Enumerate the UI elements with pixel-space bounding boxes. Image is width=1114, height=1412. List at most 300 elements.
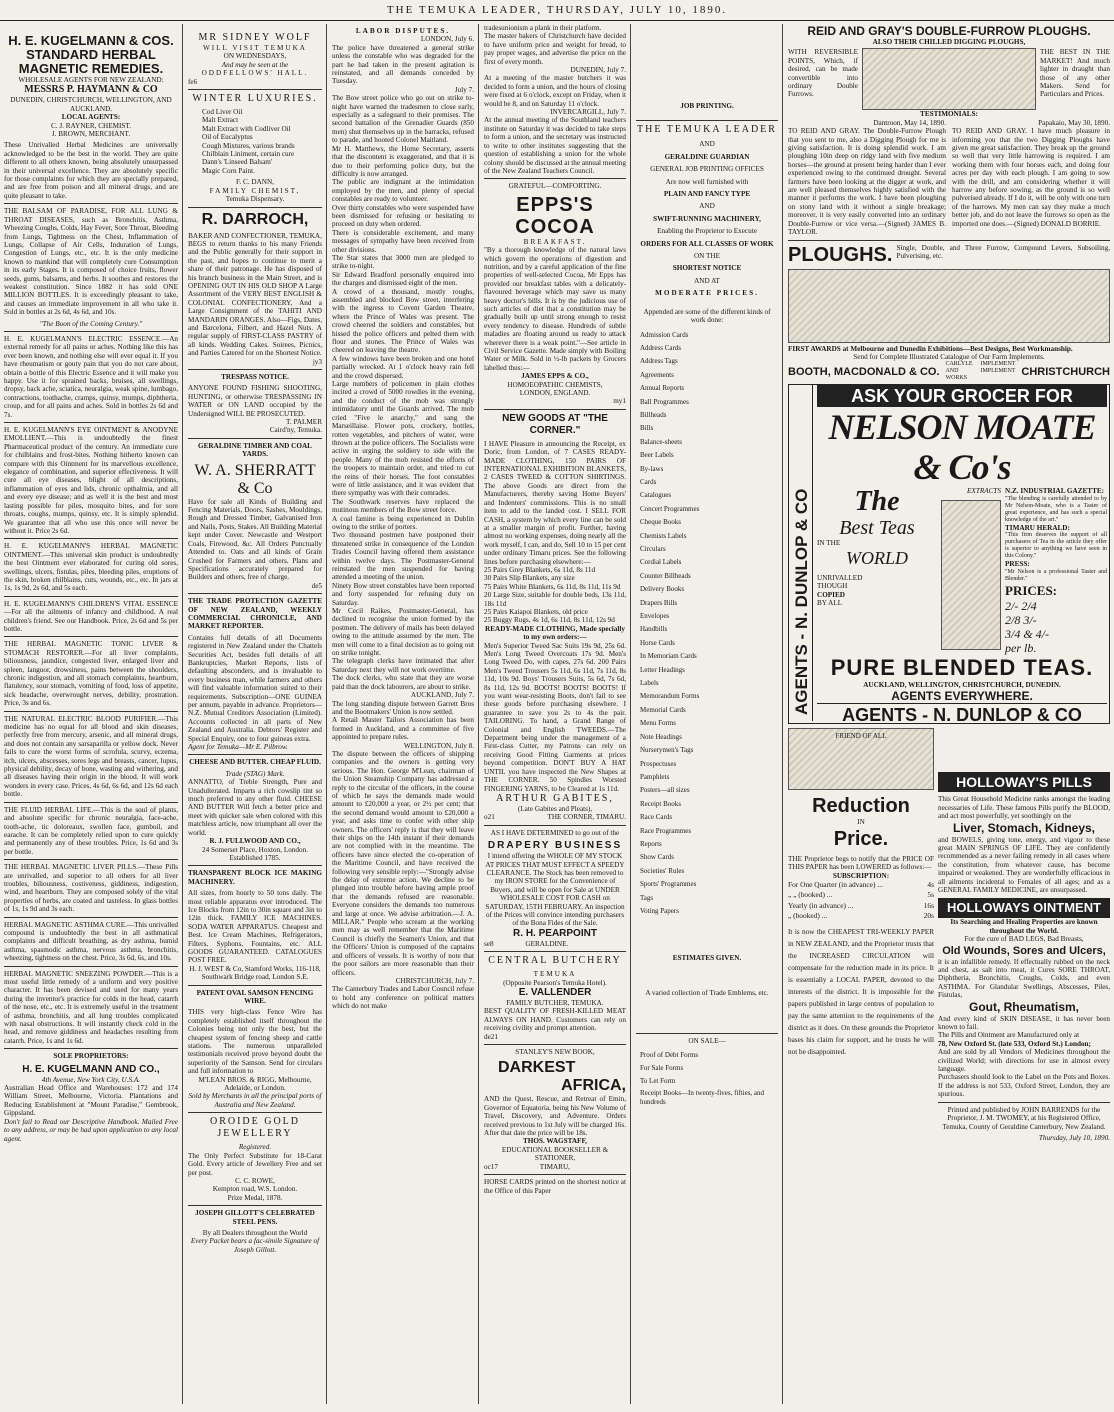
- price-line: 75 Pairs White Blankets, 6s 11d, 8s 11d, 11s 9d: [484, 582, 621, 591]
- sole-proprietors-name: H. E. KUGELMANN AND CO.,: [22, 1063, 160, 1075]
- epps-addr: LONDON, ENGLAND.: [519, 389, 591, 398]
- ho-warn: Purchasers should look to the Label on the Pots and Boxes. If the address is not 533, Oxford Street, London, they are spurious.: [938, 1073, 1110, 1099]
- onsale-item: To Let Form: [640, 1077, 676, 1086]
- onsale-item: Receipt Books—In twenty-fives, fifties, and hundreds: [640, 1088, 765, 1106]
- ho-sores: Old Wounds, Sores and Ulcers,: [942, 944, 1106, 957]
- darroch-body: BEGS to return thanks to his many Friends and the Public generally for their support in the past, and hopes to continue to merit a share of their patronage. He has disposed of his branch business in the Main Street, and is OPENING OUT IN HIS OLD SHOP A Large Assortment of the VERY BEST ENGLISH & COLONIAL CONFECTIONERY, And a Large Consignment of the TAHITI AND MANDARIN ORANGES. Also—Figs, Dates, and Barcelona, Filbert, and Hazel Nuts. A regular supply of FIRST-CLASS PASTRY of all kinds. Wedding Cakes. Soirees, Picnics, and Parties Catered for on the Shortest Notice.: [188, 239, 322, 358]
- price-line: 25 Pairs Kaiapoi Blankets, old price: [484, 607, 588, 616]
- wolf-ref: fe6: [188, 77, 198, 86]
- friend-of-all-emblem: [788, 728, 934, 790]
- nm-middle: [817, 487, 1107, 654]
- trespass-head: TRESPASS NOTICE.: [188, 369, 322, 381]
- gillott-every: Every Packet bears a fac-simile Signature of Joseph Gillott.: [190, 1237, 320, 1254]
- sole-proprietors-address: 4th Avenue, New York City, U.S.A.: [41, 1075, 141, 1084]
- sneezing-powder-ad: HERBAL MAGNETIC SNEEZING POWDER.—This is a most useful little remedy of a uniform and very positive character. It has been devised and used for many years during the inventor's practice for colds in the head, catarrh of the nose, etc., etc. It is extremely useful in the treatment of asthma, bronchitis, and all lung troubles complicated with nasal obstructions. It will instantly check cold in the head, and remove giddiness and headaches resulting from catarrh. Price, 1s and 1s 6d.: [4, 966, 178, 1046]
- price-line: 20 Large Size, suitable for double beds, 13s 11d, 18s 11d: [484, 591, 626, 608]
- nm-best: Best Teas: [839, 517, 915, 540]
- price-line: 25 Buggy Rugs, 4s 1d, 6s 11d, 8s 11d, 12s 9d: [484, 616, 615, 625]
- corner-more: Men's Superior Tweed Sac Suits 19s 9d, 25s 6d. Men's Long Tweed Overcoats 17s 9d. Men's Long Tweed Do, with capes, 27s 6d. 200 Pairs Men's Tweed Trousers 5s 11d, 6s 11d, 7s 11d, 8s 11d, 10s 9d. Boys' Trousers Suits, 5s 6d, 7s 6d, 8s 11d, 12s 9d. BOOTS! BOOTS! BOOTS! If you want wear-resisting Boots, don't fail to see these goods before purchasing elsewhere. I guarantee to save you 2s to 4s the pair. TAILORING. To hand, a Grand Range of Colonial and English TWEEDS.—The Department being under the management of a First-class Cutter, my Patrons can rely on receiving Good Fitting Garments at prices beyond competition. DON'T BUY A HAT UNTIL you have inspected the New Shapes at THE CORNER. 50 Spindles Worsted FINGERING YARNS, to be Cleared at 1s 11d.: [484, 641, 626, 793]
- herbal-ointment-ad: H. E. KUGELMANN'S HERBAL MAGNETIC OINTMENT.—This universal skin product is undoubtedly the best Ointment ever elaborated for curing old sores, swellings, ulcers, fistulas, piles, bleeding piles, eruptions of the skin, broken chilblains, cuts, wounds, etc., etc. In jars at 1s, 1s 9d, 2s 6d, and 5s each.: [4, 538, 178, 592]
- dateline: INVERCARGILL, July 7.: [550, 108, 626, 117]
- nm-herald-head: TIMARU HERALD:: [1005, 523, 1070, 532]
- ws-head: GERALDINE TIMBER AND COAL YARDS.: [188, 438, 322, 459]
- price-line: 25 Pairs Grey Blankets, 6s 11d, 8s 11d: [484, 565, 596, 574]
- rg-testimonial-row: [788, 119, 1110, 237]
- hp-bowels: and BOWELS, giving tone, energy, and vigour to these great MAIN SPRINGS OF LIFE. They are confidently recommended as a never failing remedy in all cases where the constitution, from whatever cause, has become impaired or weakened. They are wonderfully efficacious in all ailments incidental to Females of all ages; and as a GENERAL FAMILY MEDICINE, are unsurpassed.: [938, 835, 1110, 894]
- news-paragraph: The telegraph clerks have intimated that after Saturday next they will not work overtime.: [332, 657, 474, 674]
- jp-list-item: Letter Headings: [640, 665, 685, 674]
- red-price: Price.: [833, 827, 889, 850]
- epps-head: EPPS'S COCOA: [515, 193, 595, 238]
- corner-prices: [484, 566, 626, 625]
- ploughs-head: PLOUGHS.: [788, 243, 893, 266]
- pearpoint-place: GERALDINE.: [525, 939, 569, 948]
- nelson-moate-ad: [788, 384, 1110, 724]
- jp-andat: AND AT: [694, 276, 720, 285]
- ice-maker: H. J. WEST & Co, Stamford Works, 116-118, Southwark Bridge road, London S.E.: [189, 964, 321, 982]
- jp-list-item: Admission Cards: [640, 330, 689, 339]
- booth-row: [788, 361, 1110, 382]
- dateline: AUCKLAND, July 7.: [410, 691, 474, 700]
- nm-herald: "This firm deserves the support of all purchasers of Tea in the article they offer is superior to anything we have seen in this Colony.": [1005, 532, 1107, 560]
- red-value: 16s: [923, 900, 934, 910]
- trespass-body: ANYONE FOUND FISHING SHOOTING, HUNTING, or otherwise TRESPASSING IN WATER or ON LAND occupied by the Undersigned WILL BE PROSECUTED.: [188, 384, 322, 418]
- red-head: Reduction: [812, 795, 910, 818]
- jp-and2: AND: [699, 202, 715, 211]
- red-value: 4s: [927, 879, 934, 889]
- winter-item: Cough Mixtures, various brands: [202, 141, 295, 150]
- jp-list-item: Note Headings: [640, 732, 682, 741]
- drapery-body: I intend offering the WHOLE OF MY STOCK AT PRICES THAT MUST EFFECT A SPEEDY CLEARANCE. The Stock has been removed to my IRON STORE for the Convenience of Buyers, and will be open for Sale at UNDER WHOLESALE COST FOR CASH on SATURDAY, 15TH FEBRUARY. An inspection of the Prices will convince intending purchasers of the Bona Fides of the Sale.: [485, 852, 625, 928]
- jp-list-item: In Memoriam Cards: [640, 652, 697, 661]
- kug-agent1: C. J. RAYNER, CHEMIST.: [50, 121, 132, 130]
- liver-tonic-ad: THE HERBAL MAGNETIC TONIC LIVER & STOMACH RESTORER.—For all liver complaints, biliousness, jaundice, congested liver, enlarged liver and spleen, languor, drowsiness, pains between the shoulders, chronic indigestion, and all stomach complaints, heartburn, flatulency, sour stomach, vomiting of food, loss of appetite, sick headache, overwrought nerves, debility, prostration. Price, 3s and 6s.: [4, 636, 178, 707]
- rg-left: WITH REVERSIBLE POINTS, Which, if desired, can be made convertible into ordinary Double Furrows.: [788, 48, 858, 99]
- nm-cities: AUCKLAND, WELLINGTON, CHRISTCHURCH, DUNEDIN.: [863, 680, 1061, 689]
- ploughs-row: [788, 240, 1110, 266]
- booth-town: CHRISTCHURCH: [1021, 365, 1110, 378]
- rg-illustration-row: [788, 48, 1110, 110]
- red-body: THE Proprietor begs to notify that the PRICE OF THIS PAPER has been LOWERED as follows:—: [788, 854, 934, 872]
- news-paragraph: The long standing dispute between Garrett Bros and the Bootmakers' Union is now settled.: [332, 699, 474, 716]
- pearpoint-line: [484, 940, 626, 948]
- nm-byall: BY ALL: [817, 598, 843, 607]
- corner-rmc: READY-MADE CLOTHING, Made specially to my own orders:—: [485, 624, 625, 642]
- jp-head: JOB PRINTING.: [680, 102, 734, 110]
- fluid-herbal-ad: THE FLUID HERBAL LIFE.—This is the soul of plants, and absolute specific for chronic neuralgia, face-ache, tooth-ache, tic doloreaux, swollen face, gumboil, and earache. It can be completely relied upon to cure quickly and permanently any of these troubles. Price, 1s 6d and 3s per bottle.: [4, 802, 178, 856]
- boon-line: "The Boon of the Coming Century.": [39, 319, 143, 328]
- jp-list-item: Balance-sheets: [640, 437, 682, 446]
- drapery-head: DRAPERY BUSINESS: [487, 840, 623, 852]
- booth-mid: CARLYLE IMPLEMENT AND IMPLEMENT WORKS: [945, 361, 1016, 382]
- tpg-agent: Agent for Temuka—Mr E. Pilbrow.: [188, 743, 288, 752]
- jp-list-item: Labels: [640, 679, 659, 688]
- liver-pills-ad: THE HERBAL MAGNETIC LIVER PILLS.—These Pills are unrivalled, and superior to all others for all liver troubles, biliousness, costiveness, giddiness, indigestion, wind, and heartburn. They are composed solely of the vital properties of herbs, are coated and tasteless. In glass bottles of 1s, 1s 9d and 3s each.: [4, 859, 178, 913]
- tpg-body: Contains full details of all Documents registered in New Zealand under the Chattels Securities Act, besides full details of all Bankruptcies, Market Reports, lists of defaulting absconders, and is invaluable to every business man, while farmers and others will find valuable information suited to their requirements. Subscription—ONE GUINEA per annum, payable in advance. Proprietors—N.Z. Mutual Creditors Association (Limited). Accounts collected in all parts of New Zealand and Australia. Debtors' Register and Special Enquiry, one to four guineas extra.: [188, 633, 322, 743]
- hp-head: HOLLOWAY'S PILLS: [938, 772, 1110, 792]
- vallender-sub: FAMILY BUTCHER, TEMUKA.: [506, 999, 604, 1007]
- jp-plain: PLAIN AND FANCY TYPE: [663, 190, 751, 199]
- ho-cure: For the cure of BAD LEGS, Bad Breasts,: [964, 935, 1084, 944]
- jp-swift: SWIFT-RUNNING MACHINERY,: [653, 214, 761, 223]
- column-kugelmann: [0, 24, 182, 1404]
- ice-body: All sizes, from hourly to 50 tons daily. The most reliable apparatus ever introduced. The Ice Blocks from 12in to 30in square and 3in to 12in thick. FAMILY ICE MACHINES. SODA WATER APPARATUS. Cheapest and Best. Ice Cream Machines, Refrigerators, Filters, Syphons, Fountains, etc. ALL GOODS GUARANTEED. CATALOGUES POST FREE.: [188, 889, 322, 965]
- jp-list-item: Pamphlets: [640, 772, 670, 781]
- winter-item: Malt Extract with Codliver Oil: [202, 124, 291, 133]
- ploughs-sub: Single, Double, and Three Furrow, Compound Levers, Subsoiling, Pulverising, etc.: [896, 243, 1110, 260]
- column-rule: [630, 24, 631, 1404]
- jp-list: [636, 329, 778, 919]
- electric-essence-ad: H. E. KUGELMANN'S ELECTRIC ESSENCE.—An external remedy for all pains or aches. Nothing like this has ever been known, and nothing else will ever equal it. If you have rheumatism or gouty pain that you do not care about, obtain a bottle of this Electric Essence and it will make you happy. Use it for sprained backs, bruises, all swellings, dropsy, back ache, sciatica, neuralgia, weak spine, lumbago, contractions, toothache, cramps, quinsy, mumps, diphtheria, croup, and for all pains and aches. Sold in bottles 2s 6d and 7s.: [4, 331, 178, 419]
- ice-head: TRANSPARENT BLOCK ICE MAKING MACHINERY.: [188, 865, 322, 886]
- labor-head: LABOR DISPUTES.: [355, 27, 451, 35]
- jp-list-item: Show Cards: [640, 853, 675, 862]
- winter-item: Cod Liver Oil: [202, 108, 243, 117]
- jp-estimates: ESTIMATES GIVEN.: [672, 954, 742, 963]
- gillott-sold: By all Dealers throughout the World: [202, 1228, 308, 1237]
- news-paragraph: The public are indignant at the intimidation employed by the men, and plenty of special constables are ready to volunteer.: [332, 178, 474, 204]
- corner-head: NEW GOODS AT "THE CORNER.": [484, 409, 626, 437]
- rg-dateline: Papakaio, May 30, 1890.: [1038, 118, 1110, 127]
- trespass-sign: T. PALMER: [286, 418, 322, 427]
- ws-body: Have for sale all Kinds of Building and Fencing Materials, Doors, Sashes, Mouldings, Rough and Dressed Timber, Galvanised Iron and Nails, Posts, Stakes. All Building Material kept under Cover. Newcastle and Westport Coals, Firewood, &c. All Orders Punctually Attended to. Oats and all kinds of Grain Crushed for Farmers and others. Plans and Specifications accurately prepared for Builders and others, free of charge.: [188, 497, 322, 582]
- dateline: LONDON, July 6.: [420, 35, 474, 44]
- jp-list-item: Memorial Cards: [640, 705, 686, 714]
- winter-head: WINTER LUXURIES.: [188, 89, 322, 105]
- nm-center: [941, 487, 1001, 654]
- rg-text: TO REID AND GRAY. I have much pleasure in informing you that the two Digging Ploughs have given me great satisfaction. They break up the ground so well that very little harrowing is required. I am working them with four horses each, and doing four acres per day with each plough. I am going to sow with the drill, and am considering whether it will harrow any before sowing, as the ground is so well pulverised already. If I do it, will be only with one turn of the harrows. My men can say they make a much better job, and do not leave the furrows so open as the imported one does.—(Signed) DONALD BORRIE.: [952, 127, 1110, 228]
- jp-list-item: Menu Forms: [640, 719, 676, 728]
- winter-item: Chilblain Liniment, certain cure: [202, 150, 295, 159]
- red-label: „ (booked) ...: [788, 911, 828, 921]
- nm-pure: PURE BLENDED TEAS.: [830, 654, 1094, 680]
- nm-prices: PRICES:: [1005, 582, 1058, 598]
- nm-price: 2/8 3/-: [1005, 612, 1037, 627]
- jp-list-item: Posters—all sizes: [640, 786, 690, 795]
- jp-list-item: Circulars: [640, 545, 666, 553]
- plough-illustration: [862, 48, 1036, 110]
- rg-testimonial-2: [952, 119, 1110, 237]
- cheese-body: ANNATTO, of Treble Strength, Pure and Unadulterated. Imparts a rich cowslip tint so much preferred to any other fluid. CHEESE AND BUTTER Will fetch a better price and meet with quicker sale when colored with this matchless article, now triumphant all over the world.: [188, 778, 322, 837]
- ho-made: The Pills and Ointment are Manufactured only at: [938, 1031, 1080, 1040]
- news-paragraph: Ninety Bow street constables have been reported and forty suspended for refusing duty on Saturday.: [332, 581, 474, 607]
- jp-shortest: SHORTEST NOTICE: [672, 264, 742, 273]
- gabites-sub: (Late Gabites and Pleats),: [517, 804, 593, 813]
- jp-list-item: By-laws: [640, 464, 664, 473]
- stanley-seller-sub: EDUCATIONAL BOOKSELLER & STATIONER,: [501, 1145, 609, 1163]
- horse-cards: HORSE CARDS printed on the shortest notice at the Office of this Paper: [484, 1174, 626, 1195]
- jp-orders: ORDERS FOR ALL CLASSES OF WORK: [640, 239, 774, 248]
- award-send: Send for Complete Illustrated Catalogue of Our Farm Implements.: [853, 352, 1045, 361]
- cheese-head: CHEESE AND BUTTER. CHEAP FLUID.: [188, 754, 322, 766]
- red-cheapest: It is now the CHEAPEST TRI-WEEKLY PAPER in NEW ZEALAND, and the Proprietor trusts that the INCREASED CIRCULATION will compensate for the reduction made in its price. It is essentially a LOCAL PAPER, devoted to the interests of the district. It is impossible for the papers published in large centres of population to pay the same attention to the requirements of the district as it does. On these grounds the Proprietor bases his claim for support, and he trusts he will not be disappointed.: [788, 927, 934, 1056]
- dann-name: F. C. DANN,: [236, 178, 274, 187]
- pagoda-illustration: [941, 500, 1001, 650]
- nm-left: [817, 487, 937, 654]
- kug-sub2: MAGNETIC REMEDIES.: [18, 61, 164, 76]
- nm-price: per lb.: [1005, 640, 1037, 655]
- price-line: 30 Pairs Slip Blankets, any size: [484, 574, 575, 583]
- jp-list-item: Memorandum Forms: [640, 692, 700, 701]
- red-row: [788, 911, 934, 922]
- jp-list-item: Race Programmes: [640, 826, 692, 835]
- red-label: „ „ (booked) ...: [788, 890, 833, 900]
- cheese-maker: R. J. FULLWOOD AND CO.,: [209, 837, 301, 846]
- jp-list-item: Billheads: [640, 410, 667, 419]
- gabites-addr: THE CORNER, TIMARU.: [547, 813, 626, 822]
- jp-list-item: Nurserymen's Tags: [640, 746, 694, 755]
- trespass-place: Caird'ny, Temuka.: [269, 426, 322, 435]
- jp-list-item: Voting Papers: [640, 906, 679, 915]
- jp-list-item: Cheque Books: [640, 518, 682, 527]
- nm-inthe: IN THE: [817, 539, 841, 548]
- ws-name: W. A. SHERRATT & Co: [194, 461, 316, 497]
- onsale-item: Proof of Debt Forms: [640, 1050, 699, 1059]
- reduction-col: [788, 728, 934, 1142]
- darroch-head: R. DARROCH,: [188, 207, 322, 229]
- stanley-line: [484, 1163, 626, 1171]
- friend-label: FRIEND OF ALL: [835, 732, 887, 741]
- rg-dateline: Dantroon, May 14, 1890.: [873, 118, 946, 127]
- jp-list-item: Race Cards: [640, 813, 673, 822]
- nm-side: AGENTS - N. DUNLOP & CO: [792, 488, 811, 716]
- rg-testimonials: TESTIMONIALS:: [920, 110, 978, 119]
- news-paragraph: Large numbers of policemen in plain clothes incited a crowd of 5000 rowdies in the evening, and the conduct of the mob was strongly intimidatory until the Guards arrived. The mob cried "Five le anarchy," and sang the Marseillaise. Flower pots, crockery, bottles, rotten vegetables, and pitchers of water, were thrown at the police officers. The Socialists were active in urging the soldiery to side with the people. Many of the mob resisted the efforts of the troopers to maintain order, and tried to cut the reins of their horses. The foot constables were of little assistance, and it was evident that there sympathy was with their comrades.: [332, 380, 474, 498]
- jp-list-item: Tags: [640, 893, 654, 902]
- samson-head: PATENT OVAL SAMSON FENCING WIRE.: [188, 985, 322, 1006]
- column-labor-disputes: [328, 24, 478, 1404]
- jp-furnished: Are now well furnished with: [665, 177, 749, 186]
- news-paragraph: The Southwark reserves have replaced the mutinous members of the Bow street force.: [332, 497, 474, 515]
- wolf-name: MR SIDNEY WOLF: [198, 32, 312, 43]
- jp-list-item: Annual Reports: [640, 384, 685, 393]
- winter-items: [188, 108, 322, 175]
- dateline: DUNEDIN, July 7.: [570, 66, 626, 75]
- red-value: 5s: [927, 890, 934, 900]
- nm-the: The: [854, 486, 900, 518]
- news-paragraph: The master bakers of Christchurch have decided to have uniform price and weight for bread, to pay proper wages, and advertise the price on the first of every month.: [484, 32, 626, 66]
- red-row: [788, 901, 934, 912]
- wolf-on: ON WEDNESDAYS,: [223, 52, 287, 61]
- news-paragraph: tradesunionism a plank in their platform.: [484, 24, 602, 32]
- jp-list-item: Ball Programmes: [640, 397, 689, 406]
- red-row: [788, 880, 934, 891]
- nm-name: NELSON MOATE & Co's: [828, 407, 1096, 488]
- ho-vendors: And are sold by all Vendors of Medicines throughout the civilized World; with directions for use in almost every language.: [938, 1048, 1110, 1074]
- rg-text: TO REID AND GRAY. The Double-Furrow Plough that you sent to me, also a Digging Plough for me is giving satisfaction. It is doing splendid work. I am ploughing 10in deep on ridgy land with five medium horses—the ground at present being harder than I ever experienced owing to the continued drought. Several farmers have been looking at the digger at work, and are well pleased themselves highly satisfied with the manner it performs the work. I have been ploughing on stony land with it without a single breakage; moreover, it is very easily converted into an ordinary Double-Furrow or vice versa.—(Signed) JAMES B. TAYLOR.: [788, 127, 946, 237]
- eye-ointment-ad: H. E. KUGELMANN'S EYE OINTMENT & ANODYNE EMOLLIENT.—This is undoubtedly the finest Pharmaceutical product of the century. An immediate cure for chilblains and frost-bites. Nothing hitherto known can compare with this Ointment for its marvellous excellence, elegance of combination, and superior effectiveness. It will cure all eye diseases, blight of all descriptions, inflammation of eyes and lids, chronic opthalmia, and all and every eye disease; and as well it is the best and most lasting possible for piles, mosquito bites, and for sore throats, coughs, mumps, quinsy, etc. It is simply splendid. We guarantee that all who use this once will never be without it. Price 2s 6d.: [4, 422, 178, 535]
- kug-agents: WHOLESALE AGENTS FOR NEW ZEALAND:: [18, 76, 164, 84]
- rg-right: THE BEST IN THE MARKET! And much lighter in draught than those of any other Makers. Send for Particulars and Prices.: [1040, 48, 1110, 99]
- news-paragraph: The Star states that 3000 men are pledged to strike to-night.: [332, 253, 474, 271]
- holloway-col: [938, 728, 1110, 1142]
- winter-item: Oil of Eucalyptus: [202, 133, 253, 142]
- drapery-pre: AS I HAVE DETERMINED to go out of the: [484, 825, 626, 837]
- news-paragraph: Mr Cecil Raikes, Postmaster-General, has declined to recognise the union formed by the postmen. The delivery of mails has been delayed owing to the attitude assumed by the men. The men will come to a final decision as to going out on strike tonight.: [332, 607, 474, 658]
- jp-list-item: Address Cards: [640, 343, 682, 352]
- news-paragraph: Two thousand postmen have postponed their threatened strike in consequence of the London Trades Council having offered them assistance within twelve days. The Postmaster-General reinstated the men suspended for having attended a meeting of the union.: [332, 531, 474, 582]
- news-paragraph: The Canterbury Trades and Labor Council refuse to hold any conference on political matters which do not make: [332, 985, 474, 1011]
- oroide-medal: Prize Medal, 1878.: [227, 1193, 283, 1202]
- samson-body: THIS very high-class Fence Wire has completely established itself throughout the Colonies being not only the best, but the cheapest system of fencing sheep and cattle stations. The numerous unparalleled testimonials received prove beyond doubt the superiority of the Samson. Send for circulars and full information to: [188, 1008, 322, 1076]
- news-paragraph: Over thirty constables who were suspended have been dismissed for refusing or hesitating to proceed on duty when ordered.: [332, 203, 474, 229]
- stanley-ref: oc17: [484, 1162, 498, 1171]
- jp-list-item: Chemists Labels: [640, 531, 687, 540]
- ho-addr: 78, New Oxford St. (late 533, Oxford St.) London;: [938, 1039, 1091, 1048]
- news-paragraph: The Bow street police who go out on strike to-night have warned the tradesmen to close early, especially as a safeguard to their premises. The second battalion of the Grenadier Guards (850 men) shut themselves up in the barracks, refused to parade, and hooted Colonel Maitland.: [332, 94, 474, 145]
- plough-illustration: [788, 269, 1110, 343]
- onsale-list: [636, 1049, 778, 1107]
- jp-moderate: MODERATE PRICES.: [655, 289, 759, 298]
- jp-list-item: Delivery Books: [640, 585, 685, 594]
- red-label: Yearly (in advance) ...: [788, 900, 854, 910]
- rg-testimonial-1: [788, 119, 946, 237]
- childrens-essence-ad: H. E. KUGELMANN'S CHILDREN'S VITAL ESSENCE—For all the ailments of infancy and childhood. A real children's friend. See our Handbook. Price, 2s 6d and 5s per bottle.: [4, 596, 178, 634]
- nm-price: 3/4 & 4/-: [1005, 626, 1049, 641]
- jp-enabling: Enabling the Proprietor to Execute: [657, 227, 757, 236]
- award: FIRST AWARDS at Melbourne and Dunedin Exhibitions—Best Designs, Best Workmanship.: [788, 344, 1073, 353]
- jp-list-item: Bills: [640, 424, 654, 433]
- cheese-addr: 24 Somerset Place, Hoxton, London. Established 1785.: [201, 845, 308, 862]
- winter-item: Malt Extract: [202, 116, 239, 125]
- kug-sub1: STANDARD HERBAL: [26, 47, 156, 62]
- nm-agents: AGENTS EVERYWHERE.: [891, 688, 1033, 703]
- dann-title: FAMILY CHEMIST,: [209, 186, 301, 195]
- gabites-line: [484, 813, 626, 821]
- nm-side-strip: [789, 385, 813, 721]
- corner-body: I HAVE Pleasure in announcing the Receipt, ex Doric, from London, of 7 CASES READY-MADE CLOTHING, 150 PAIRS OF INTERNATIONAL EXHIBITION BLANKETS, 2 CASES TWEED & COTTON SHIRTINGS. The above Goods are direct from the Manufacturers, thereby saving Home Buyers' and Indenters' commissions. This is no small item to add to the landed cost. I SELL FOR CASH, a system by which every line can be sold at a smaller margin of profit. Further, having almost no working expenses, doing nearly all the work myself, I can, and do, Sell 10 to 15 per cent under ordinary Timaru prices. See the following lines before purchasing elsewhere:—: [484, 439, 626, 566]
- jp-list-item: Receipt Books: [640, 799, 682, 808]
- jp-list-item: Concert Programmes: [640, 504, 700, 513]
- news-paragraph: The dispute between the officers of shipping companies and the owners is getting very serious. The Hon. George M'Lean, chairman of the Union Steamship Company has addressed a reply to the circular of the officers, in the course of which he says the demands made would amount to £20,000 a year, or 2½ per cent; that the second demand would amount to £20,000 a year, and asks time to confer with other ship owners. The officers' reply is that they will leave their ships on the 14th instant if their demands are not complied with in the meantime. The officers have since elected the co-operation of the Maritime Council, and have received the following very sensible reply:—"Strongly advise the delay of extreme action. We decline to be plunged into trouble before having ample proof that the demands refused are reasonable. Everyone considers the demands too numerous and large at once. We advise arbitration.—J. A. MILLAR." People who scream at the working men may as well remember that the Maritime Council is chiefly the Seamen's Union, and that the Officers' Union is composed of the captains and officers of vessels. It is worthy of note that the poor sailors are more reasonable than their officers.: [332, 749, 474, 977]
- vallender-ref: de21: [484, 1032, 498, 1041]
- nm-unrivalled: UNRIVALLED: [817, 573, 863, 582]
- news-paragraph: The police have threatened a general strike unless the constable who was degraded for the part he had taken in the present agitation is reinstated, and all demands conceded by Tuesday.: [332, 43, 474, 86]
- stanley-pre: STANLEY'S NEW BOOK,: [484, 1044, 626, 1056]
- jp-onthe: ON THE: [693, 252, 721, 261]
- column-rule: [782, 24, 783, 1404]
- asthma-cure-ad: HERBAL MAGNETIC ASTHMA CURE.—This unrivalled compound is undoubtedly the best in all asthmatical complaints and difficult breathing, as dry asthma, humid asthma, spasmodic asthma, nervous asthma, bronchitis, wheezing, tightness on the chest. Price, 3s 6d, 6s, and 10s.: [4, 917, 178, 963]
- balsam-ad: THE BALSAM OF PARADISE, FOR ALL LUNG & THROAT DISEASES, such as Bronchitis, Asthma, Wheezing Coughs, Colds, Hay Fever, Sore Throat, Bleeding from Lungs, Tightness on the Chest, Inflammation of Lungs, Collapse of Air Cells, Induration of Lungs, Congestion of Lungs, etc., etc. It is the only medicine known to mankind that will completely cure Consumption in its early Stages. It is composed of choice fruits, flower seeds, gums, balsams, and herbs. It soothes and restores the weakest constitution. Since 1882 it has sold ONE MILLION BOTTLES. It is exceedingly pleasant to take, and causes an immediate improvement in all who take it. Sold in bottles at 2s 6d, 4s 6d, and 10s.: [4, 203, 178, 316]
- nm-price-list: [1005, 599, 1107, 655]
- ws-ref: de5: [311, 581, 322, 590]
- red-label: For One Quarter (in advance) ...: [788, 879, 883, 889]
- booth-name: BOOTH, MACDONALD & CO.: [788, 365, 940, 378]
- oroide-reg: Registered.: [238, 1143, 272, 1152]
- nm-right: [1005, 487, 1107, 654]
- jp-list-item: Beer Labels: [640, 451, 674, 460]
- imprint-date: Thursday, July 10, 1890.: [1038, 1133, 1110, 1142]
- vallender-body: BEST QUALITY OF FRESH-KILLED MEAT ALWAYS ON HAND. Customers can rely on receiving civility and prompt attention.: [484, 1007, 626, 1033]
- pearpoint-name: R. H. PEARPOINT: [513, 927, 597, 939]
- jp-list-item: Counter Billheads: [640, 571, 691, 580]
- red-sub: SUBSCRIPTION:: [832, 871, 890, 880]
- nm-main: [817, 385, 1107, 726]
- jp-guardian: GERALDINE GUARDIAN: [664, 152, 750, 161]
- masthead-rule: [0, 20, 1114, 22]
- ho-skin: And every kind of SKIN DISEASE, it has never been known to fail.: [938, 1014, 1110, 1032]
- australian-office: Australian Head Office and Warehouses: 172 and 174 William Street, Melbourne, Victoria. Plantations and Reducing Establishment at "Mount Paradise," Gembrook, Gippsland.: [4, 1084, 178, 1118]
- epps-chem: HOMOEOPATHIC CHEMISTS,: [507, 380, 603, 389]
- winter-item: Dann's 'Linseed Balsam': [202, 158, 273, 167]
- nm-world: WORLD: [846, 547, 908, 568]
- hp-body: This Great Household Medicine ranks amongst the leading necessaries of Life. These famous Pills purify the BLOOD, and act most powerfully, yet soothingly on the: [938, 795, 1110, 821]
- hp-organs: Liver, Stomach, Kidneys,: [952, 820, 1096, 835]
- oroide-head: OROIDE GOLD JEWELLERY: [188, 1112, 322, 1140]
- news-paragraph: A crowd of a thousand, mostly roughs, assembled and blocked Bow street, interfering with the ingress to Covent Garden Theatre, where the Prince of Wales was present. The crowd cheered the soldiers and constables, but hissed the police officers and pelted them with flour and stones. The Prince of Wales was cheered on leaving the theatre.: [332, 287, 474, 355]
- column-rule: [326, 24, 327, 1404]
- news-paragraph: At a meeting of the master butchers it was decided to form a union, and the hours of closing were fixed at 6 o'clock, except on Friday, when it would be 8, and on Saturday 11 o'clock.: [484, 74, 626, 108]
- ho-gout: Gout, Rheumatism,: [968, 999, 1079, 1014]
- ho-more: it is an infallible remedy. If effectually rubbed on the neck and chest, as salt into meat, it Cures SORE THROAT, Diphtheria, Bronchitis, Coughs, Colds, and even ASTHMA. For Glandular Swellings, Abscesses, Piles, Fistulas,: [938, 957, 1110, 1000]
- tpg-head: THE TRADE PROTECTION GAZETTE OF NEW ZEALAND, WEEKLY COMMERCIAL CHRONICLE, AND MARKET REPORTER.: [188, 593, 322, 631]
- jp-emblems: A varied collection of Trade Emblems, etc.: [645, 988, 769, 997]
- darroch-ref: jy3: [312, 357, 322, 366]
- sole-proprietors-label: SOLE PROPRIETORS:: [4, 1048, 178, 1060]
- wolf-visit: WILL VISIT TEMUKA: [202, 44, 307, 52]
- oroide-addr: Kempton road, W.S. London.: [212, 1185, 298, 1194]
- dateline: July 7.: [454, 85, 474, 94]
- nm-copied: COPIED: [817, 590, 845, 599]
- jp-list-item: Catalogues: [640, 491, 672, 500]
- kug-intro: These Unrivalled Herbal Medicines are universally acknowledged to be the best in the world. They are quite different to all others known, being absolutely unsurpassed in their universal excellence. They are absolutely specific for those complaints for which they are specially prepared, and are free from poison and all mineral drugs, and are quite pleasant to take.: [4, 141, 178, 200]
- nm-press: "Mr Nelson is a professional Taster and Blender.": [1005, 568, 1107, 582]
- masthead: THE TEMUKA LEADER, THURSDAY, JULY 10, 1890.: [386, 4, 728, 16]
- news-paragraph: Sir Edward Bradford personally enquired into the charges and dismissed eight of the men.: [332, 270, 474, 288]
- epps-body: "By a thorough knowledge of the natural laws which govern the operations of digestion and nutrition, and by a careful application of the fine properties of well-selected Cocoa, Mr Epps has provided our breakfast tables with a delicately-flavoured beverage which may save us many heavy doctor's bills. It is by the judicious use of such articles of diet that a constitution may be gradually built up until strong enough to resist every tendency to disease. Hundreds of subtle maladies are floating around us ready to attack wherever there is a weak point."—See article in Civil Service Gazette. Made simply with Boiling Water or Milk. Sold in ½-lb packets by Grocers labelled thus:—: [484, 246, 626, 372]
- ho-head: HOLLOWAYS OINTMENT: [938, 898, 1110, 918]
- kug-agent2: J. BROWN, MERCHANT.: [51, 130, 131, 139]
- jp-list-item: Cordial Labels: [640, 558, 682, 567]
- stanley-head1: DARKEST: [498, 1059, 576, 1077]
- samson-maker: M'LEAN BROS. & RIGG, Melbourne, Adelaide, or London.: [198, 1075, 312, 1093]
- gabites-ref: o21: [484, 813, 495, 822]
- oroide-body: The Only Perfect Substitute for 18-Carat Gold. Every article of Jewellery Free and set per post.: [188, 1151, 322, 1177]
- stanley-town: TIMARU,: [539, 1162, 570, 1171]
- epps-tag: GRATEFUL—COMFORTING.: [484, 178, 626, 190]
- news-paragraph: A coal famine is being experienced in Dublin owing to the strike of porters.: [332, 514, 474, 531]
- news-paragraph: There is considerable excitement, and many messages of sympathy have been received from other divisions.: [332, 228, 474, 254]
- column-rule: [182, 24, 183, 1404]
- butchery-town: TEMUKA: [533, 970, 577, 979]
- jp-leader: THE TEMUKA LEADER: [636, 120, 778, 136]
- jp-list-item: Reports: [640, 839, 662, 848]
- news-paragraph: A few windows have been broken and one hotel partially wrecked. At 1 o'clock heavy rain fell and the crowd dispersed.: [332, 354, 474, 380]
- stanley-seller: THOS. WAGSTAFF,: [523, 1137, 587, 1146]
- nm-ask: ASK YOUR GROCER FOR: [817, 385, 1107, 407]
- jp-list-item: Envelopes: [640, 612, 670, 621]
- epps-maker: JAMES EPPS & CO.,: [521, 372, 589, 381]
- rg-sub: ALSO THEIR CHILLED DIGGING PLOUGHS,: [872, 38, 1026, 46]
- news-paragraph: The dock clerks, who state that they are worse paid than the dock labourers, are about to strike.: [332, 674, 474, 691]
- nm-gazette-head: N.Z. INDUSTRIAL GAZETTE:: [1005, 487, 1105, 496]
- kug-firm: MESSRS P. HAYMANN & CO: [24, 84, 158, 96]
- jp-offices: GENERAL JOB PRINTING OFFICES: [650, 165, 764, 174]
- nm-though: THOUGH: [817, 582, 848, 591]
- jp-list-item: Agreements: [640, 370, 674, 379]
- column-job-printing: [632, 24, 782, 1404]
- jp-list-item: Societies' Rules: [640, 866, 685, 875]
- nm-price: 2/- 2/4: [1005, 598, 1037, 613]
- dann-place: Temuka Dispensary.: [225, 195, 285, 204]
- jp-appended: Appended are some of the different kinds of work done:: [643, 307, 771, 325]
- nm-extracts: EXTRACTS: [967, 487, 1001, 496]
- news-paragraph: Mr H. Matthews, the Home Secretary, asserts that the discontent is exaggerated, and that it is due to their performing police duty, but the difficulty is now arranged.: [332, 144, 474, 178]
- butchery-head: CENTRAL BUTCHERY: [484, 951, 626, 967]
- butchery-opp: (Opposite Pearson's Temuka Hotel).: [503, 978, 607, 987]
- column-news-ads: [480, 24, 630, 1404]
- blood-purifier-ad: THE NATURAL ELECTRIC BLOOD PURIFIER.—This medicine has no equal for all blood and skin diseases, perfectly free from mercury, arsenic, and all mineral drugs, and does not contain any sarsaparilla or yellow dock. Never fails to cure the worst forms of scrofula, scurvy, eczema, itch, ulcers, abscesses, sores legs and breasts, cancer, lupus, physical debility, decay of bone, wasting and withering, and all diseases having their origin in the blood. It will work wonders in every case. Prices, 4s 6d, 6s 6d, and 12s 6d each bottle.: [4, 711, 178, 799]
